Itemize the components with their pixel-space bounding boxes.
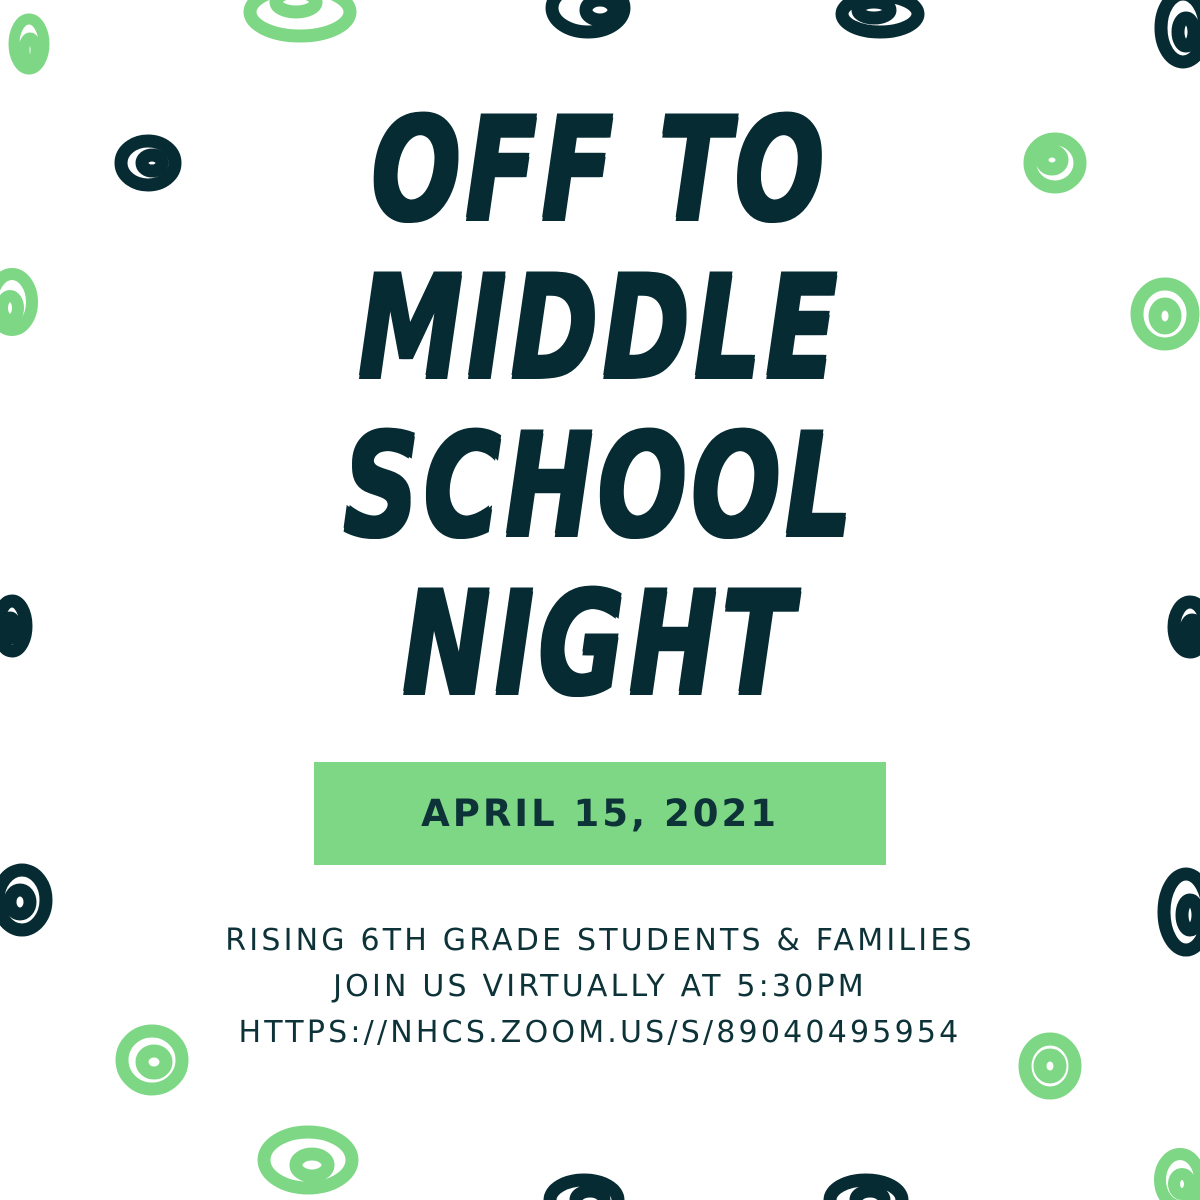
- scribble-doodle-green: [14, 19, 44, 69]
- title-line-3: SCHOOL: [343, 404, 857, 569]
- event-date: APRIL 15, 2021: [421, 792, 779, 835]
- title-line-1: OFF TO: [371, 88, 829, 253]
- time-line: JOIN US VIRTUALLY AT 5:30PM: [333, 969, 867, 1004]
- scribble-doodle-dark: [550, 1180, 618, 1200]
- event-title: [0, 88, 1200, 727]
- date-banner: [314, 762, 886, 865]
- scribble-doodle-dark: [1161, 0, 1200, 62]
- scribble-doodle-dark: [552, 0, 624, 32]
- scribble-doodle-dark: [842, 0, 918, 32]
- scribble-doodle-green: [250, 0, 350, 36]
- audience-line: RISING 6TH GRADE STUDENTS & FAMILIES: [225, 923, 975, 958]
- scribble-doodle-dark: [830, 1180, 902, 1200]
- scribble-doodle-green: [264, 1132, 352, 1188]
- title-line-2: MIDDLE: [358, 246, 842, 411]
- zoom-link[interactable]: HTTPS://NHCS.ZOOM.US/S/89040495954: [238, 1015, 962, 1050]
- title-line-4: NIGHT: [402, 562, 798, 727]
- scribble-doodle-green: [1160, 1154, 1200, 1200]
- event-details: [0, 918, 1200, 1056]
